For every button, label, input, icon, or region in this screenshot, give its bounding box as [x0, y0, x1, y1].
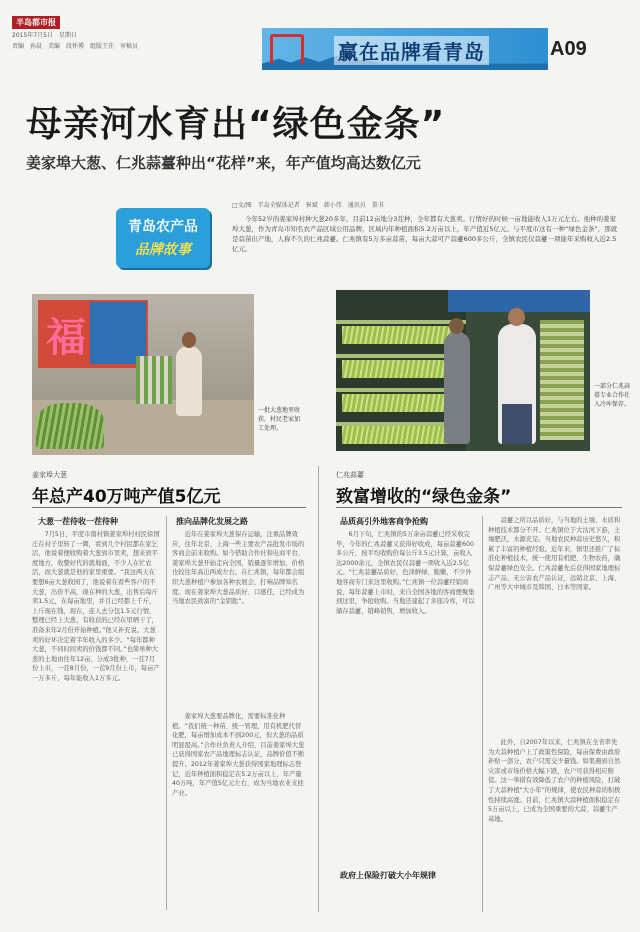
column-badge [116, 208, 210, 268]
left-story-subtitle-1: 大葱一茬待收一茬待种 [38, 517, 118, 526]
badge-line-1: 青岛农产品 [128, 219, 198, 235]
photo-worker [444, 332, 470, 444]
photo1-caption: 一批大葱地里收获，村民老家加工处理。 [258, 407, 301, 432]
page-number: A09 [550, 38, 587, 60]
right-story-subtitle-1: 品质高引外地客商争抢购 [340, 517, 428, 526]
photo-garlic-stack [540, 320, 584, 440]
masthead [12, 10, 252, 51]
story-divider [318, 466, 319, 912]
gate-icon [270, 34, 304, 64]
editor-credits: 责编 孙晨 美编 段怀博 组版王佳 审稿员 [12, 43, 139, 50]
left-story-column-3: 姜家埠大葱要品牌化，需要标准化种植。“我们统一种苗、统一管理，用有机肥代替化肥，每亩增加成本不到200元，但大葱的品质明显提高。”合作社负责人介绍，目前姜家埠大葱已获得国家农产品地理标志认证，品牌价值不断提升。2012年姜家埠大葱获得国家地理标志登记，近年种植面积稳定在5.2万亩以上，年产量40万吨，年产值5亿元左右，成为当地农业支柱产业。 [172, 713, 305, 797]
badge-line-2: 品牌故事 [135, 242, 191, 258]
photo-farmer [176, 346, 202, 416]
section-title: 赢在品牌看青岛 [334, 36, 489, 65]
right-story-column-3: 此外，自2007年以来，仁兆镇在全省率先为大蒜种植户上了政策性保险，每亩保费由政府补贴一部分，农户只需交少量钱。如果遇到自然灾害或市场价格大幅下跌，农户可获得相应赔偿。这一举措有效降低了农户的种植风险，打破了大蒜种植“大小年”的规律，使农民种蒜的积极性持续高涨。目前，仁兆镇大蒜种植面积稳定在5万亩以上，已成为全国重要的大蒜、蒜薹生产基地。 [488, 739, 621, 823]
photo-leek-bundles [136, 356, 172, 404]
right-story-column-2: 蒜薹之所以品质好，与当地的土壤、水质和种植技术都分不开。仁兆镇位于大沽河下游，土壤肥沃，水源充足。当地农民种蒜历史悠久，积累了丰富的种植经验。近年来，镇里还推广了标准化种植技术，统一使用有机肥、生物农药，确保蒜薹绿色安全。仁兆蒜薹先后获得国家地理标志产品、无公害农产品认证，远销北京、上海、广州等大中城市及韩国、日本等国家。 [488, 517, 621, 592]
main-headline: 母亲河水育出“绿色金条” [26, 104, 446, 145]
left-story-title: 年总产40万吨产值5亿元 [32, 487, 221, 507]
fu-character-decoration: 福 [46, 315, 86, 361]
left-story-kicker: 姜家埠大葱 [32, 471, 67, 479]
right-story-title: 致富增收的“绿色金条” [336, 487, 512, 507]
lead-paragraph: 今年52岁的姜家埠村种大葱20多年，目前12亩地分3茬种，全年都有大葱卖。行情好的时候一亩地能收入1万元左右。他种的姜家埠大葱，作为青岛市知名农产品区域公用品牌，区域内年种植面积5.2万亩以上，年产值近5亿元。与平度市这有一种“绿色金条”，那就是蒜苗出产地，人称不久的仁兆蒜薹。仁兆镇有5万多亩蒜苗，每亩大蒜可产蒜薹600多公斤，全镇农民仅蒜薹一项能年采购收入近2.5亿元。 [232, 215, 618, 253]
section-banner [262, 28, 548, 70]
right-story-kicker: 仁兆蒜薹 [336, 471, 364, 479]
right-story-column-1-cont [336, 884, 476, 918]
photo-leek-pile [36, 403, 104, 449]
left-story-column-1: 7月5日，平度市南村镇姜家埠村村民徐国庄在村子里转了一圈，看到几个村民都在家乞活，他说着便收购着大葱到市里卖，想来到平度地方，收整好代的就地面，不少人在忙农活，而大葱就是他的家里重要。“我这两天在要想6亩大葱收园了，他说着在看些客户的不大葱，出价不高，现在种的大葱，出售后每斤卖1.5元，在每亩地里，并且已经都上千斤，上斤现在钱，现在，连人去分包1.5元行情，整理已经上大葱，有收获的已经在里晒干了，准备来年2月份开始种植。”他又补充说。大葱卖的好坏决定着半年收入的多少。“每年都种大葱，不同时间卖的价钱都不同。”也简单种大葱的土地由往年12亩、分成3批种，一茬7月份上市，一茬8月份，一茬9月份上市，每亩产一万多斤，每年能收入1万多元。 [32, 531, 160, 682]
photo-garlic-storage [336, 290, 590, 451]
left-story-column-2: 近年在姜家埠大葱保存运输，注重品牌效应，往年北京、上海一些主要农产品批发市场的客商会前来收购。如今借助合作社和电商平台，姜家埠大葱开始走向全国，销量逐年增加，价格也较往年高出两成左右。在仁兆镇，每年都会组织大葱种植户参加各种农展会，打响品牌知名度。现在姜家埠大葱品质好、口感佳，已经成为当地农民致富的“金钥匙”。 [172, 531, 305, 606]
right-story-subtitle-2: 政府上保险打破大小年规律 [340, 871, 436, 880]
column-divider [482, 516, 483, 912]
byline: □文/图 半岛全媒体记者 崔斌 韩小伟 通讯员 董书 [232, 202, 384, 209]
main-subheadline: 姜家埠大葱、仁兆蒜薹种出“花样”来，年产值均高达数亿元 [26, 154, 421, 172]
column-divider [166, 516, 167, 910]
issue-date: 2015年7月5日 星期日 [12, 32, 77, 39]
divider [336, 507, 622, 508]
photo-worker [498, 324, 536, 444]
photo2-caption: 一部分仁兆蒜薹专业合作社入冷库保存。 [594, 383, 631, 408]
right-story-column-1: 6月下旬，仁兆镇的5万余亩蒜薹已经采收完毕，今年的仁兆蒜薹又获得好收成，每亩蒜薹600多公斤，按平均收购价每公斤3.5元计算，亩收入达2000余元，全镇农民仅蒜薹一项收入近2.5亿元。“仁兆蒜薹品质好，色泽鲜绿、脆嫩，不少外地客商专门来这里收购。”仁兆镇一位蒜薹经销商说，每年蒜薹上市时，来自全国各地的客商便聚集到这里，争抢收购。当地还建起了多座冷库，可以储存蒜薹，错峰销售，增加收入。 [336, 531, 475, 615]
photo-blue-poster [90, 302, 146, 364]
divider [32, 507, 306, 508]
newspaper-logo: 半岛都市报 [12, 16, 60, 29]
photo-leek-farmer [32, 294, 254, 455]
left-story-subtitle-2: 推向品牌化发展之路 [176, 517, 248, 526]
